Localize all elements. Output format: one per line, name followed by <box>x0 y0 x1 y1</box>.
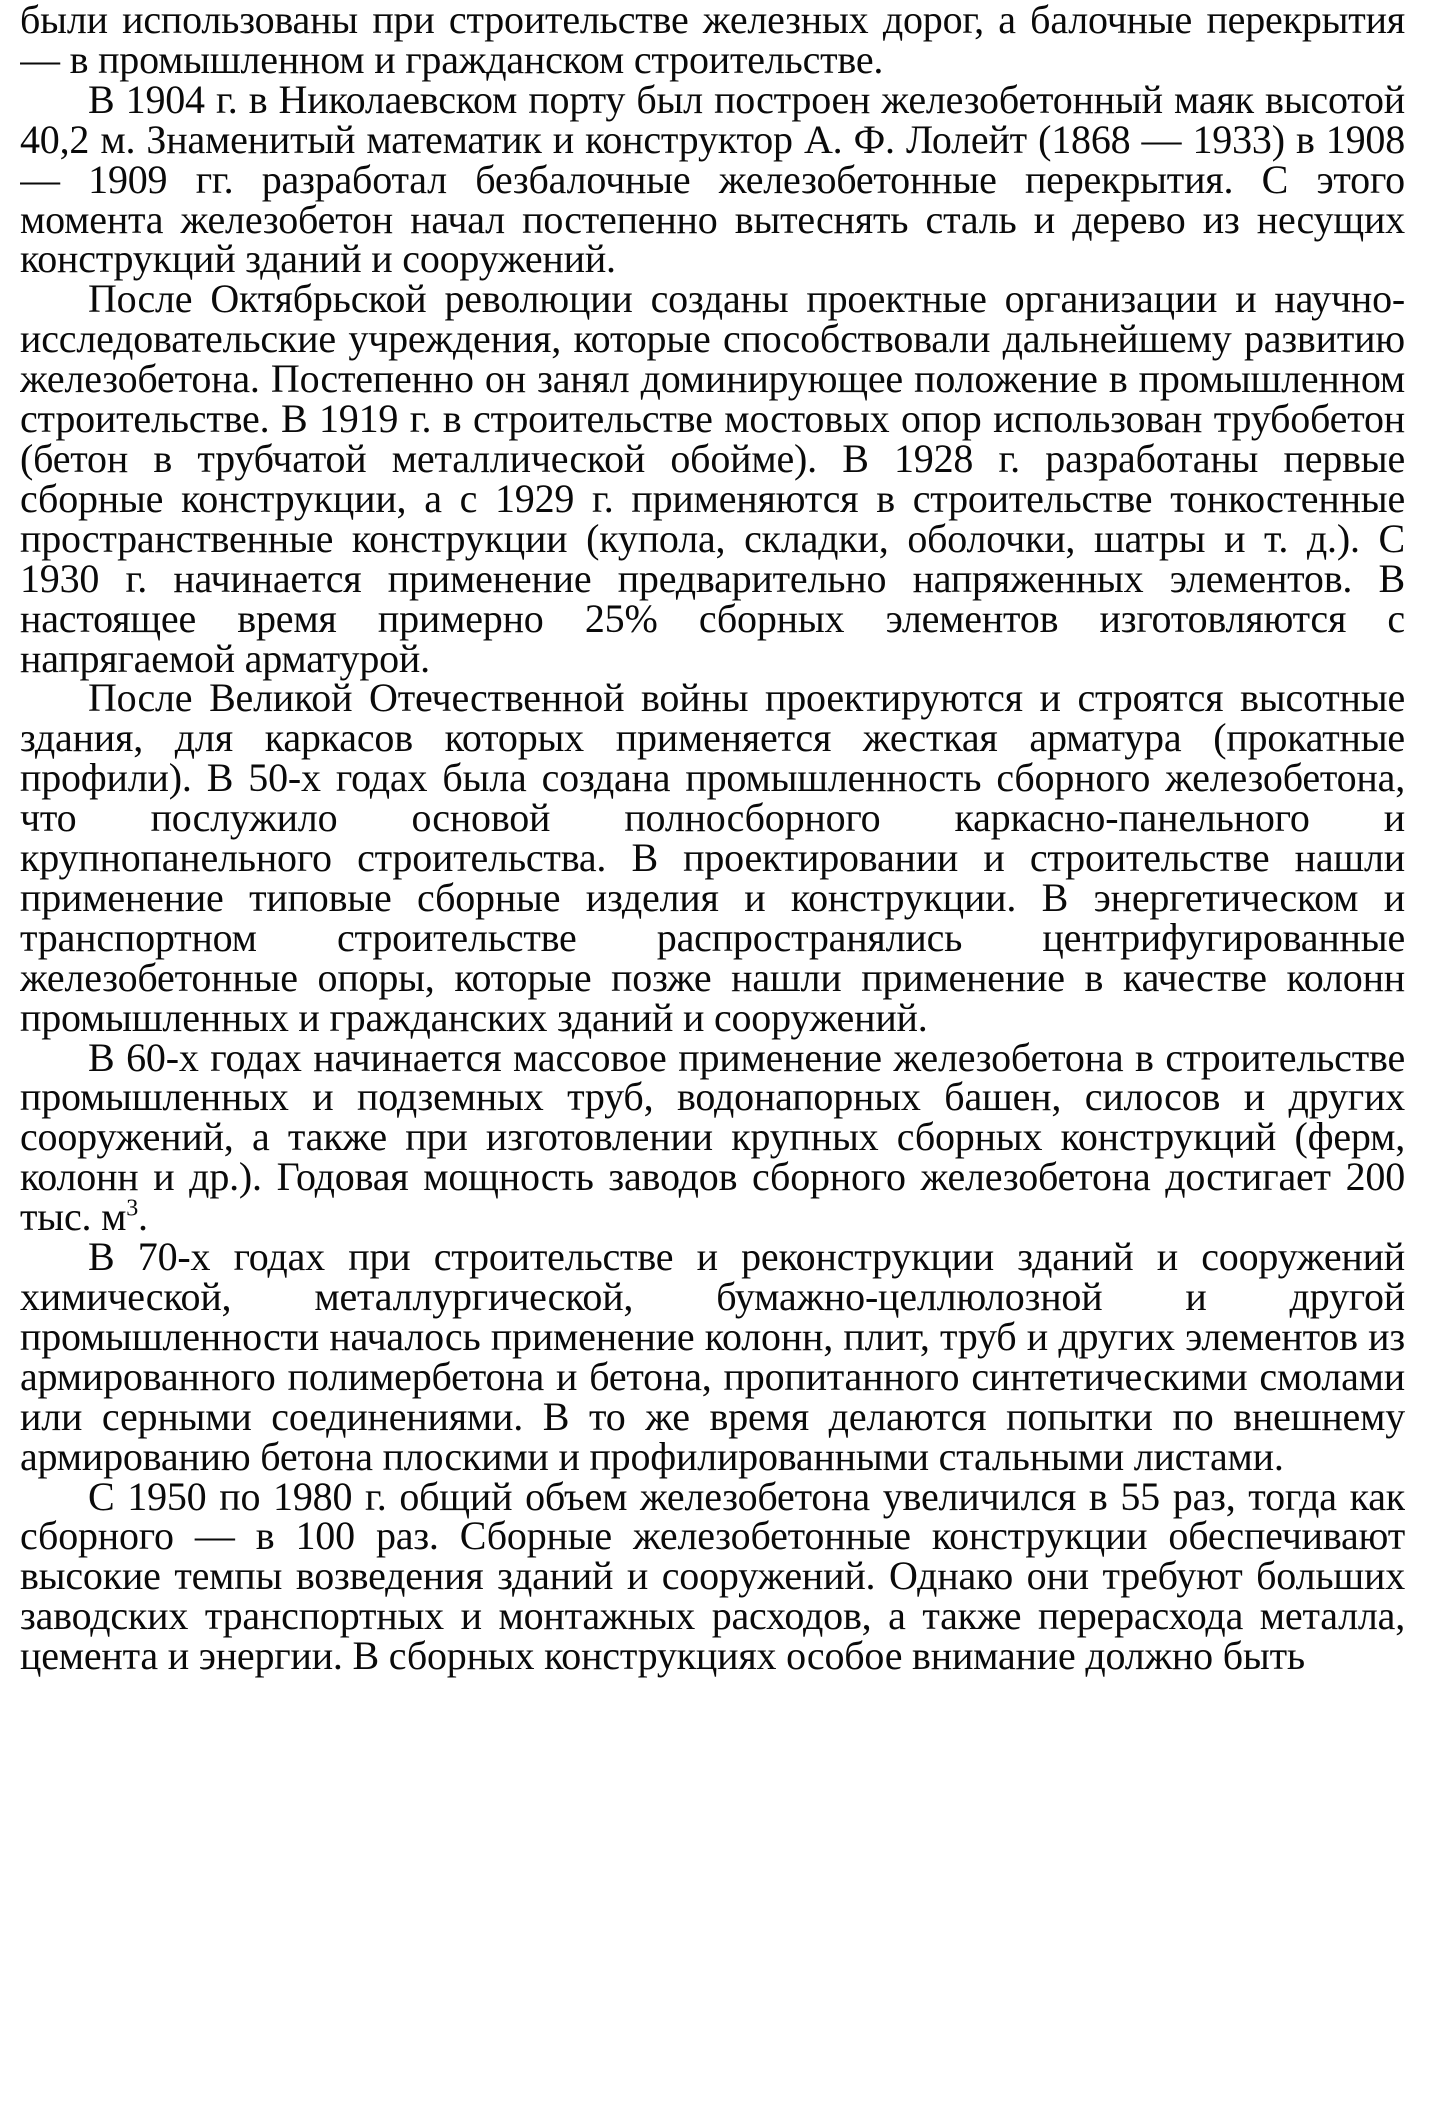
paragraph-3-text: После Октябрьской революции созданы проектные организации и научно-исследовательские учреждения, которые способствовали дальнейшему развитию железобетона. Постепенно он занял доминирующее положение в промышленном строительстве. В 1919 г. в строительстве мостовых опор использован трубобетон (бетон в трубчатой металлической обойме). В 1928 г. разработаны первые сборные конструкции, а с 1929 г. применяются в строительстве тонкостенные пространственные конструкции (купола, складки, оболочки, шатры и т. д.). С 1930 г. начинается применение предварительно напряженных элементов. В настоящее время примерно 25% сборных элементов изготовляются с напрягаемой арматурой. <box>20 276 1405 681</box>
paragraph-6-text: В 70-х годах при строительстве и реконструкции зданий и сооружений химической, металлургической, бумажно-целлюлозной и другой промышленности началось применение колонн, плит, труб и других элементов из армированного полимербетона и бетона, пропитанного синтетическими смолами или серными соединениями. В то же время делаются попытки по внешнему армированию бетона плоскими и профилированными стальными листами. <box>20 1234 1405 1479</box>
paragraph-5-text: В 60-х годах начинается массовое применение железобетона в строительстве промышленных и подземных труб, водонапорных башен, силосов и других сооружений, а также при изготовлении крупных сборных конструкций (ферм, колонн и др.). Годовая мощность заводов сборного железобетона достигает 200 тыс. м <box>20 1034 1405 1240</box>
paragraph-4-text: После Великой Отечественной войны проектируются и строятся высотные здания, для каркасов которых применяется жесткая арматура (прокатные профили). В 50-х годах была создана промышленность сборного железобетона, что послужило основой полносборного каркасно-панельного и крупнопанельного строительства. В проектировании и строительстве нашли применение типовые сборные изделия и конструкции. В энергетическом и транспортном строительстве распространялись центрифугированные железобетонные опоры, которые позже нашли применение в качестве колонн промышленных и гражданских зданий и сооружений. <box>20 675 1405 1040</box>
paragraph-3 <box>20 276 1405 681</box>
cubic-superscript: 3 <box>126 1195 139 1222</box>
paragraph-5-tail: . <box>138 1194 148 1240</box>
document-page <box>20 0 1405 2107</box>
paragraph-7-text: С 1950 по 1980 г. общий объем железобетона увеличился в 55 раз, тогда как сборного — в 100 раз. Сборные железобетонные конструкции обеспечивают высокие темпы возведения зданий и сооружений. Однако они требуют больших заводских транспортных и монтажных расходов, а также перерасхода металла, цемента и энергии. В сборных конструкциях особое внимание должно быть <box>20 1473 1405 1679</box>
paragraph-4 <box>20 675 1405 1040</box>
paragraph-1 <box>20 0 1405 80</box>
paragraph-2 <box>20 76 1405 282</box>
paragraph-1-text: были использованы при строительстве железных дорог, а балочные перекрытия — в промышленном и гражданском строительстве. <box>20 0 1405 82</box>
paragraph-2-text: В 1904 г. в Николаевском порту был построен железобетонный маяк высотой 40,2 м. Знаменитый математик и конструктор А. Ф. Лолейт (1868 — 1933) в 1908 — 1909 гг. разработал безбалочные железобетонные перекрытия. С этого момента железобетон начал постепенно вытеснять сталь и дерево из несущих конструкций зданий и сооружений. <box>20 76 1405 282</box>
paragraph-5 <box>20 1034 1405 1240</box>
paragraph-6 <box>20 1234 1405 1479</box>
paragraph-7 <box>20 1473 1405 1679</box>
